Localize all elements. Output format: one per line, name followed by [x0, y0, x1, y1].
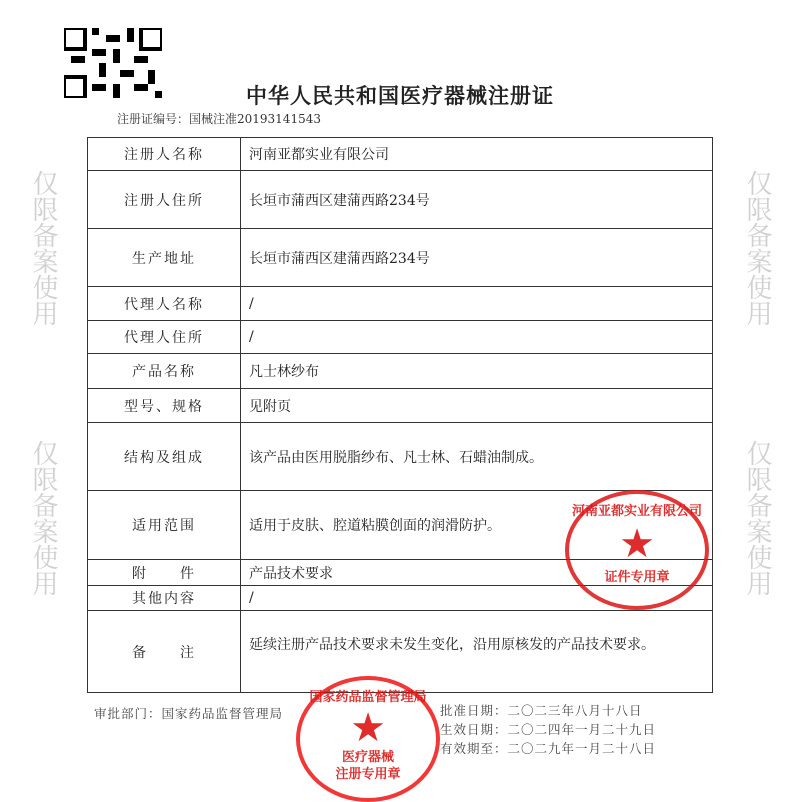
value: /: [241, 586, 713, 611]
company-seal: [565, 490, 709, 610]
effective-date: 生效日期：二〇二四年一月二十九日: [440, 722, 657, 737]
label: 附 件: [88, 560, 241, 586]
value: 产品技术要求: [241, 560, 713, 586]
value: 凡士林纱布: [241, 354, 713, 389]
value: 长垣市蒲西区建蒲西路234号: [241, 229, 713, 287]
label: 其他内容: [88, 586, 241, 611]
seal-text: 证件专用章: [604, 570, 670, 585]
label: 备 注: [88, 611, 241, 693]
page-title: 中华人民共和国医疗器械注册证: [246, 84, 554, 108]
value: 适用于皮肤、腔道粘膜创面的润滑防护。: [241, 491, 713, 560]
watermark: 仅限备案使用: [742, 170, 772, 326]
label: 产品名称: [88, 354, 241, 389]
label: 代理人住所: [88, 321, 241, 354]
approval-department: 审批部门：国家药品监督管理局: [94, 706, 284, 721]
seal-text: 医疗器械: [341, 750, 394, 765]
value: /: [241, 321, 713, 354]
value: /: [241, 287, 713, 321]
expiry-date: 有效期至：二〇二九年一月二十八日: [440, 741, 657, 756]
value: 河南亚都实业有限公司: [241, 138, 713, 171]
seal-text: 国家药品监督管理局: [309, 690, 427, 705]
certificate-table: [87, 137, 713, 693]
star-icon: ★: [619, 521, 655, 567]
approval-date: 批准日期：二〇二三年八月十八日: [440, 703, 643, 718]
label: 注册人名称: [88, 138, 241, 171]
seal-text: 注册专用章: [335, 767, 401, 782]
watermark: 仅限备案使用: [742, 440, 772, 596]
watermark: 仅限备案使用: [28, 440, 58, 596]
label: 代理人名称: [88, 287, 241, 321]
value: 该产品由医用脱脂纱布、凡士林、石蜡油制成。: [241, 423, 713, 491]
seal-text: 河南亚都实业有限公司: [571, 504, 702, 519]
label: 结构及组成: [88, 423, 241, 491]
nmpa-seal: [296, 676, 440, 802]
label: 注册人住所: [88, 171, 241, 229]
label: 型号、规格: [88, 389, 241, 423]
value: 长垣市蒲西区建蒲西路234号: [241, 171, 713, 229]
value: 延续注册产品技术要求未发生变化，沿用原核发的产品技术要求。: [241, 611, 713, 693]
value: 见附页: [241, 389, 713, 423]
registration-number: 注册证编号：国械注准20193141543: [117, 112, 321, 126]
label: 生产地址: [88, 229, 241, 287]
watermark: 仅限备案使用: [28, 170, 58, 326]
label: 适用范围: [88, 491, 241, 560]
star-icon: ★: [350, 705, 386, 751]
